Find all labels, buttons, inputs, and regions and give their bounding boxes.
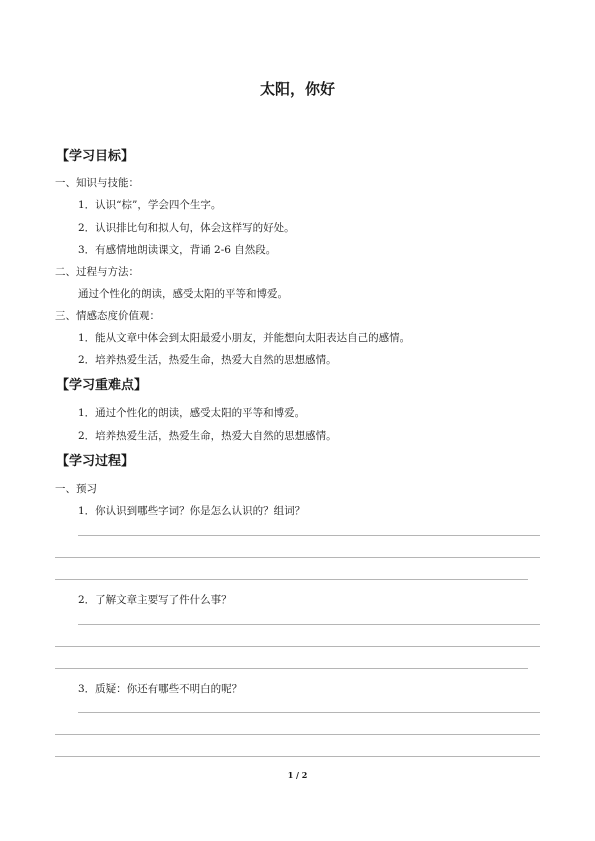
key-point-item: 2．培养热爱生活，热爱生命，热爱大自然的思想感情。: [78, 430, 337, 442]
answer-line[interactable]: [55, 646, 540, 647]
answer-line[interactable]: [55, 734, 540, 735]
goals-section-1-item: 1．认识“棕”，学会四个生字。: [78, 199, 222, 211]
key-points-heading: 【学习重难点】: [56, 378, 148, 393]
process-section-label: 一、预习: [55, 483, 97, 495]
answer-line[interactable]: [55, 756, 540, 757]
goals-section-1-item: 3．有感情地朗读课文，背诵 2-6 自然段。: [78, 244, 277, 256]
goals-heading: 【学习目标】: [56, 149, 135, 164]
goals-section-3-item: 2．培养热爱生活，热爱生命，热爱大自然的思想感情。: [78, 354, 337, 366]
goals-section-1-item: 2．认识排比句和拟人句，体会这样写的好处。: [78, 222, 295, 234]
process-heading: 【学习过程】: [56, 454, 135, 469]
answer-line[interactable]: [78, 712, 540, 713]
question: 2．了解文章主要写了件什么事？: [78, 594, 232, 606]
key-point-item: 1．通过个性化的朗读，感受太阳的平等和博爱。: [78, 407, 306, 419]
answer-line[interactable]: [55, 579, 528, 580]
goals-section-3-item: 1．能从文章中体会到太阳最爱小朋友，并能想向太阳表达自己的感情。: [78, 332, 411, 344]
answer-line[interactable]: [55, 557, 540, 558]
question: 3．质疑：你还有哪些不明白的呢？: [78, 683, 243, 695]
page-title: 太阳，你好: [259, 80, 335, 98]
goals-section-2-label: 二、过程与方法：: [55, 266, 139, 278]
answer-line[interactable]: [78, 535, 540, 536]
goals-section-1-label: 一、知识与技能：: [55, 177, 139, 189]
goals-section-3-label: 三、情感态度价值观：: [55, 310, 160, 322]
question: 1．你认识到哪些字词？你是怎么认识的？组词？: [78, 505, 306, 517]
goals-section-2-text: 通过个性化的朗读，感受太阳的平等和博爱。: [78, 288, 288, 300]
answer-line[interactable]: [55, 668, 528, 669]
page-number: 1 / 2: [287, 770, 308, 780]
answer-line[interactable]: [78, 624, 540, 625]
